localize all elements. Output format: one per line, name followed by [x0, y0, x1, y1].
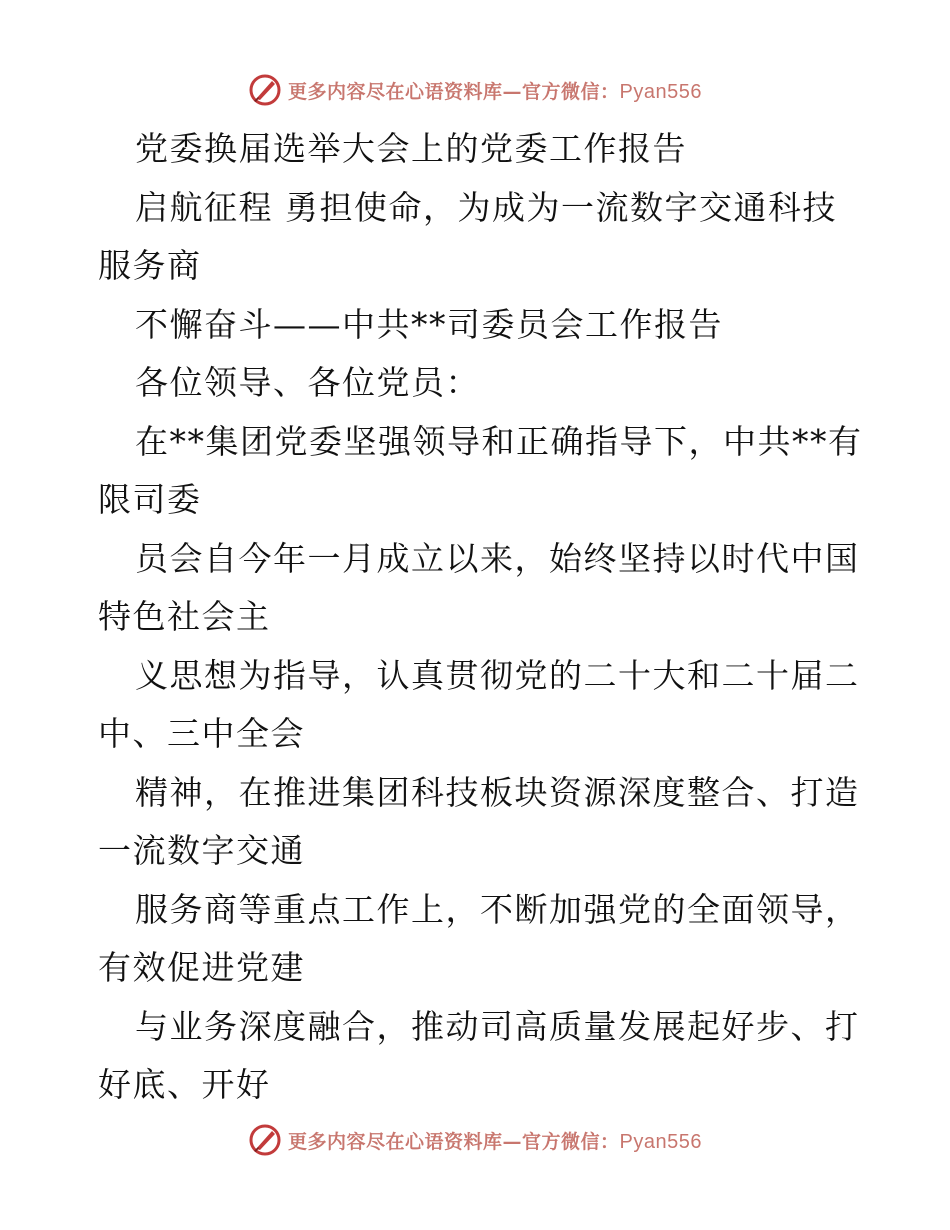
text-line: 服务商等重点工作上，不断加强党的全面领导，: [135, 889, 860, 929]
text-line: 特色社会主: [98, 597, 271, 636]
text-line: 中、三中全会: [98, 714, 305, 753]
watermark-text: 更多内容尽在心语资料库—官方微信：Pyan556: [288, 1130, 702, 1153]
text-line: 义思想为指导，认真贯彻党的二十大和二十届二: [135, 655, 860, 695]
text-line: 好底、开好: [98, 1065, 271, 1104]
text-line: 党委换届选举大会上的党委工作报告: [135, 129, 687, 168]
text-line: 各位领导、各位党员：: [135, 363, 480, 402]
text-line: 限司委: [98, 480, 202, 519]
text-line: 员会自今年一月成立以来，始终坚持以时代中国: [135, 538, 860, 578]
watermark-handle: Pyan556: [619, 80, 702, 103]
quill-logo-icon: [248, 73, 282, 107]
text-line: 在**集团党委坚强领导和正确指导下，中共**有: [135, 421, 863, 461]
watermark-text: 更多内容尽在心语资料库—官方微信：Pyan556: [288, 80, 702, 103]
text-line: 服务商: [98, 246, 202, 285]
text-line: 精神，在推进集团科技板块资源深度整合、打造: [135, 772, 860, 812]
text-line: 不懈奋斗——中共**司委员会工作报告: [135, 304, 723, 344]
watermark-handle: Pyan556: [619, 1130, 702, 1153]
text-line: 与业务深度融合，推动司高质量发展起好步、打: [135, 1006, 860, 1046]
text-line: 启航征程 勇担使命，为成为一流数字交通科技: [135, 187, 837, 227]
document-body: [98, 120, 863, 1115]
quill-logo-icon: [248, 1123, 282, 1157]
text-line: 有效促进党建: [98, 948, 305, 987]
header-watermark: [0, 70, 950, 110]
footer-watermark: [0, 1120, 950, 1160]
text-line: 一流数字交通: [98, 831, 305, 870]
